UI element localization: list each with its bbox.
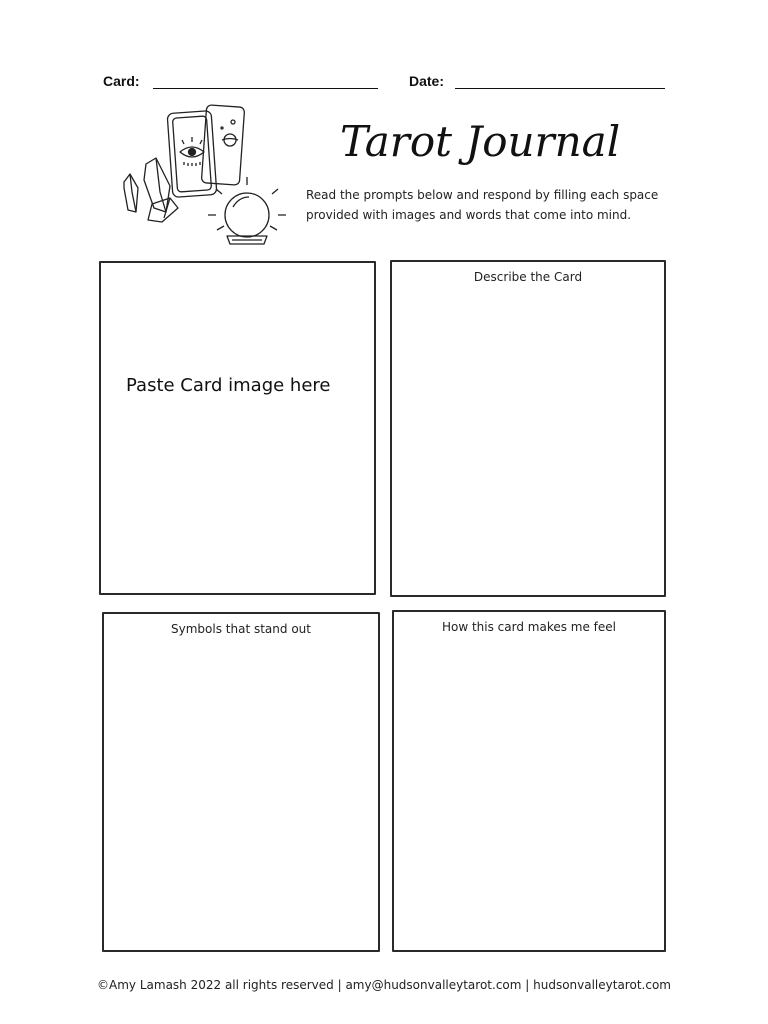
feelings-box[interactable] [392,610,666,952]
date-input-line[interactable] [455,88,665,89]
svg-text:Tarot Journal: Tarot Journal [340,117,621,166]
describe-card-label: Describe the Card [473,270,583,284]
feelings-label: How this card makes me feel [441,620,617,634]
card-input-line[interactable] [153,88,378,89]
symbols-box[interactable] [102,612,380,952]
describe-card-box[interactable] [390,260,666,597]
date-label: Date: [409,73,445,89]
intro-text: Read the prompts below and respond by filling each space provided with images and words that come into mind. [306,188,659,222]
card-image-box[interactable] [99,261,376,595]
card-label: Card: [103,73,140,89]
page-title [340,112,640,174]
symbols-label: Symbols that stand out [171,622,311,636]
footer-copyright: ©Amy Lamash 2022 all rights reserved | amy@hudsonvalleytarot.com | hudsonvalleytarot.com [97,978,671,992]
card-image-label: Paste Card image here [126,375,331,396]
tarot-illustration [112,102,312,247]
